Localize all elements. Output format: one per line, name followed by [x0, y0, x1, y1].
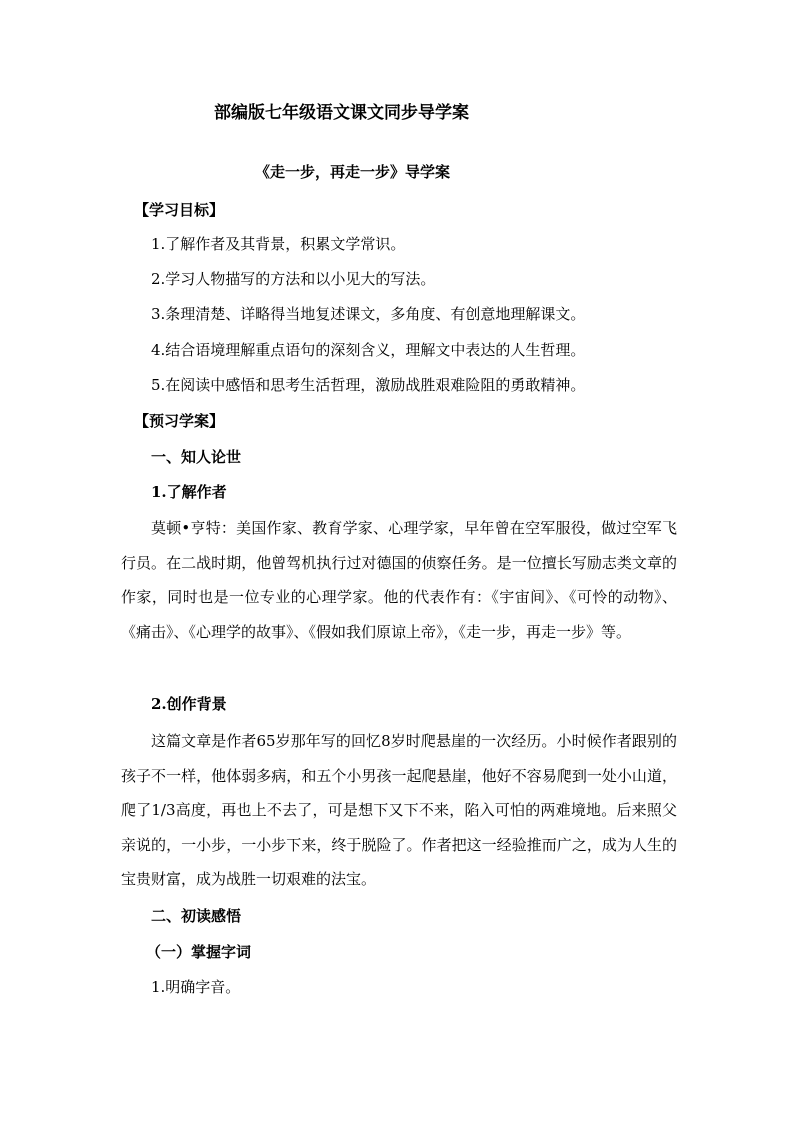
document-title: 部编版七年级语文课文同步导学案 [214, 103, 469, 123]
sub-item: 1.明确字音。 [151, 978, 241, 996]
background-heading: 2.创作背景 [151, 695, 227, 713]
part1-heading: 一、知人论世 [151, 448, 242, 466]
background-paragraph: 这篇文章是作者65岁那年写的回忆8岁时爬悬崖的一次经历。小时候作者跟别的孩子不一样，他体弱多病，和五个小男孩一起爬悬崖，他好不容易爬到一处小山道，爬了1/3高度，再也上不去了，可是想下又下不来，陷入可怕的两难境地。后来照父亲说的，一小步，一小步下来，终于脱险了。作者把这一经验推而广之，成为人生的宝贵财富，成为战胜一切艰难的法宝。 [121, 732, 677, 889]
author-paragraph: 莫顿•亨特：美国作家、教育学家、心理学家，早年曾在空军服役，做过空军飞行员。在二战时期，他曾驾机执行过对德国的侦察任务。是一位擅长写励志类文章的作家，同时也是一位专业的心理学家。他的代表作有：《宇宙间》、《可怜的动物》、《痛击》、《心理学的故事》、《假如我们原谅上帝》，《走一步，再走一步》等。 [121, 519, 677, 641]
objective-item-4: 4.结合语境理解重点语句的深刻含义，理解文中表达的人生哲理。 [151, 341, 586, 359]
objective-item-1: 1.了解作者及其背景，积累文学常识。 [151, 235, 406, 253]
lesson-title: 《走一步，再走一步》导学案 [255, 163, 451, 181]
objective-item-3: 3.条理清楚、详略得当地复述课文，多角度、有创意地理解课文。 [151, 305, 586, 323]
objectives-heading: 【学习目标】 [134, 201, 225, 219]
part2-heading: 二、初读感悟 [151, 907, 242, 925]
author-heading: 1.了解作者 [151, 483, 227, 501]
sub-heading: （一）掌握字词 [146, 943, 252, 961]
objective-item-2: 2.学习人物描写的方法和以小见大的写法。 [151, 270, 436, 288]
preview-heading: 【预习学案】 [134, 412, 225, 430]
objective-item-5: 5.在阅读中感悟和思考生活哲理，激励战胜艰难险阻的勇敢精神。 [151, 376, 586, 394]
